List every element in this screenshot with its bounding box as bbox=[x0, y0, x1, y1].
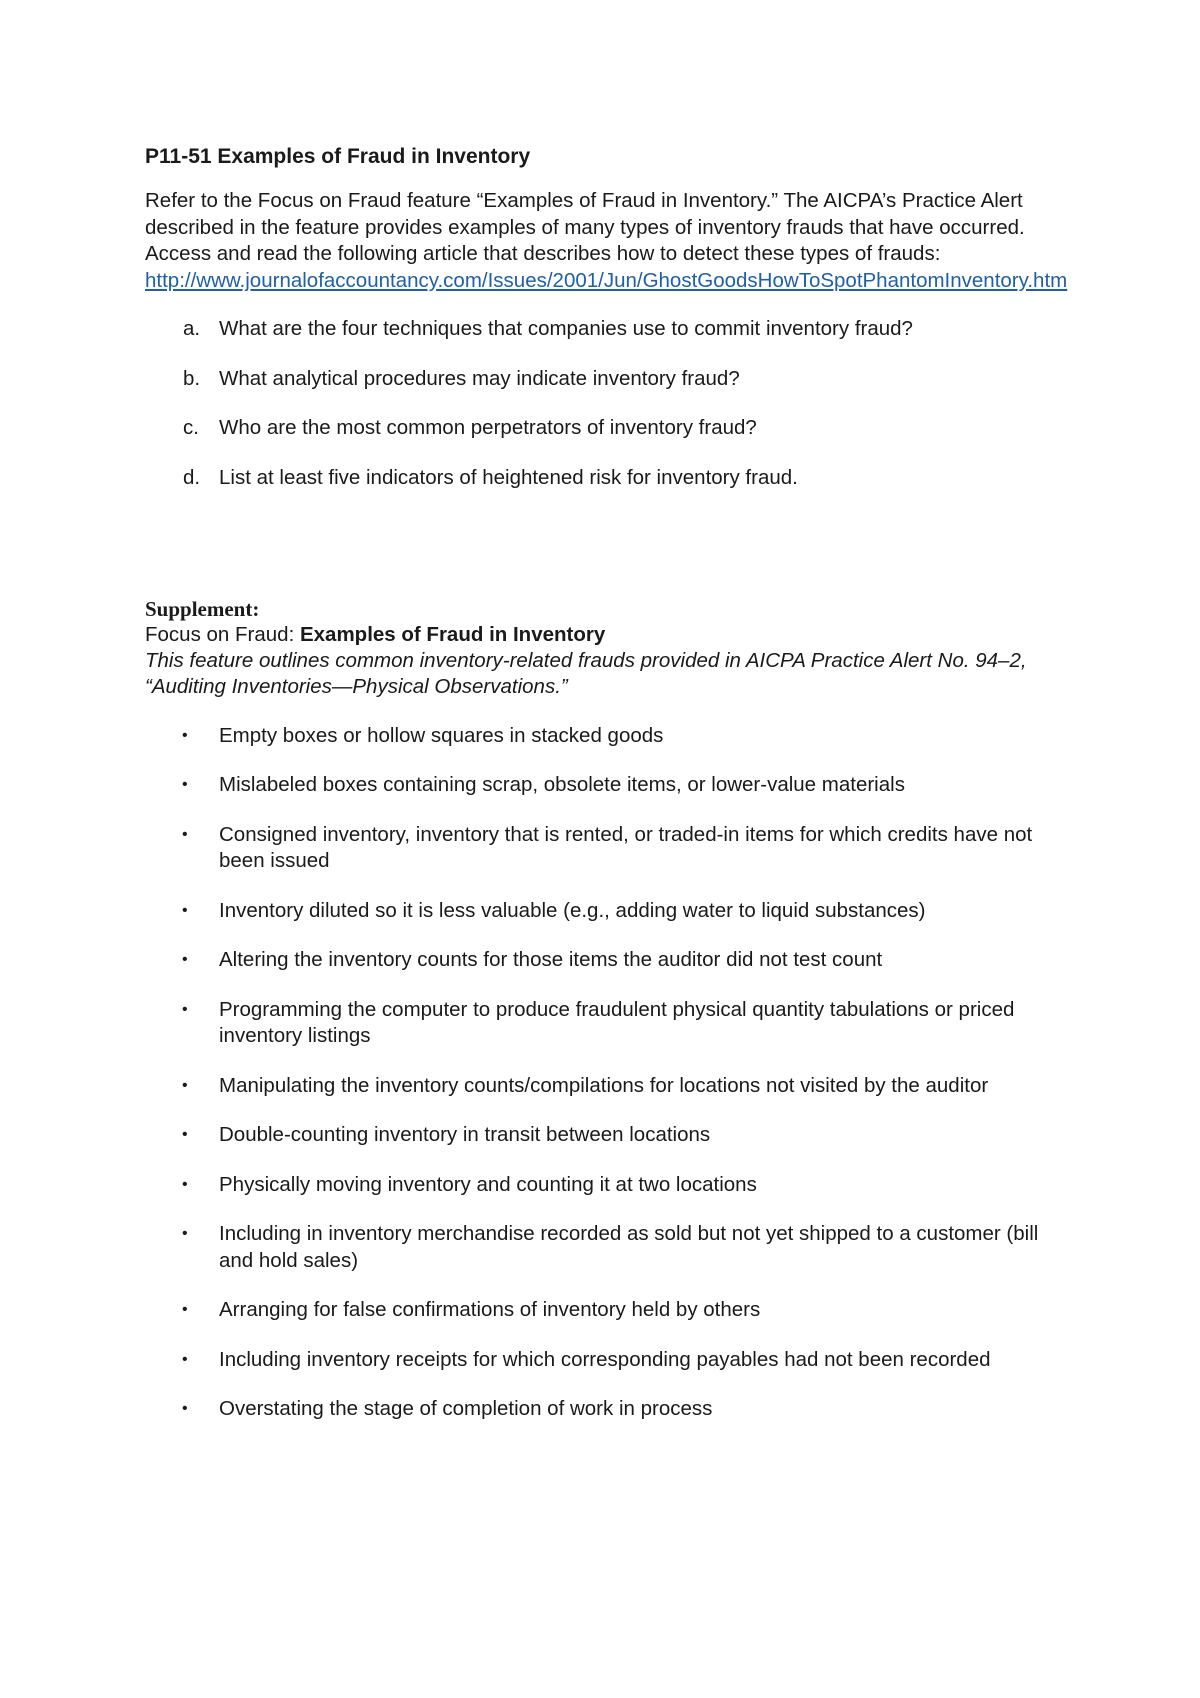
question-text: List at least five indicators of heightened risk for inventory fraud. bbox=[219, 465, 798, 489]
fraud-example-text: Inventory diluted so it is less valuable (e.g., adding water to liquid substances) bbox=[219, 898, 926, 922]
fraud-example-text: Manipulating the inventory counts/compilations for locations not visited by the auditor bbox=[219, 1073, 989, 1097]
question-text: Who are the most common perpetrators of inventory fraud? bbox=[219, 416, 757, 439]
question-item bbox=[145, 415, 1065, 441]
question-label: b. bbox=[183, 366, 201, 390]
fraud-example-text: Overstating the stage of completion of work in process bbox=[219, 1397, 713, 1420]
fraud-example-text: Double-counting inventory in transit between locations bbox=[219, 1123, 711, 1146]
bullet-icon: • bbox=[182, 1076, 188, 1094]
bullet-icon: • bbox=[182, 1000, 188, 1018]
question-item bbox=[145, 366, 1065, 392]
fraud-example-item bbox=[145, 1297, 1065, 1324]
fraud-example-text: Programming the computer to produce fraudulent physical quantity tabulations or priced inventory listings bbox=[219, 997, 1015, 1047]
focus-on-fraud-line bbox=[145, 622, 1065, 648]
bullet-icon: • bbox=[182, 1126, 188, 1143]
page-title: P11-51 Examples of Fraud in Inventory bbox=[145, 145, 531, 168]
fraud-example-text: Including in inventory merchandise recorded as sold but not yet shipped to a customer (bill and hold sales) bbox=[219, 1222, 1039, 1272]
document-page bbox=[145, 144, 1068, 1446]
fraud-example-item bbox=[145, 822, 1065, 875]
fraud-example-item bbox=[145, 772, 1065, 799]
supplement-heading: Supplement: bbox=[145, 596, 260, 621]
fraud-example-text: Altering the inventory counts for those items the auditor did not test count bbox=[219, 948, 883, 971]
fraud-example-item bbox=[145, 723, 1065, 750]
bullet-icon: • bbox=[182, 776, 188, 793]
bullet-icon: • bbox=[182, 825, 188, 843]
fraud-example-text: Physically moving inventory and counting it at two locations bbox=[219, 1172, 757, 1196]
intro-paragraph bbox=[145, 188, 1068, 294]
bullet-icon: • bbox=[182, 726, 188, 744]
fraud-example-item bbox=[145, 1122, 1065, 1149]
fraud-example-item bbox=[145, 1221, 1065, 1274]
question-label: d. bbox=[183, 465, 201, 489]
bullet-icon: • bbox=[182, 951, 188, 968]
question-item bbox=[145, 465, 1065, 491]
focus-prefix: Focus on Fraud: bbox=[145, 622, 300, 646]
intro-text: Refer to the Focus on Fraud feature “Examples of Fraud in Inventory.” The AICPA’s Practice Alert described in the feature provides examples of many types of inventory frauds that have occurred. Access and read the following article that describes how to detect these types of frauds: bbox=[145, 189, 1025, 265]
question-text: What are the four techniques that companies use to commit inventory fraud? bbox=[219, 317, 913, 340]
fraud-examples-list bbox=[145, 723, 1065, 1423]
question-label: c. bbox=[183, 416, 199, 439]
bullet-icon: • bbox=[182, 1350, 188, 1368]
fraud-example-item bbox=[145, 947, 1065, 974]
fraud-example-item bbox=[145, 1396, 1065, 1423]
fraud-example-text: Including inventory receipts for which corresponding payables had not been recorded bbox=[219, 1347, 991, 1371]
fraud-example-text: Mislabeled boxes containing scrap, obsolete items, or lower-value materials bbox=[219, 773, 905, 796]
bullet-icon: • bbox=[182, 1225, 188, 1242]
question-item bbox=[145, 316, 1065, 342]
fraud-example-item bbox=[145, 1073, 1065, 1100]
bullet-icon: • bbox=[182, 1301, 188, 1318]
question-label: a. bbox=[183, 317, 201, 340]
bullet-icon: • bbox=[182, 901, 188, 919]
fraud-example-item bbox=[145, 898, 1065, 925]
fraud-example-text: Empty boxes or hollow squares in stacked goods bbox=[219, 723, 664, 747]
bullet-icon: • bbox=[182, 1400, 188, 1417]
fraud-example-text: Consigned inventory, inventory that is rented, or traded-in items for which credits have not been issued bbox=[219, 822, 1033, 872]
fraud-example-item bbox=[145, 1347, 1065, 1374]
fraud-example-item bbox=[145, 1172, 1065, 1199]
fraud-example-text: Arranging for false confirmations of inventory held by others bbox=[219, 1298, 761, 1321]
article-link[interactable]: http://www.journalofaccountancy.com/Issues/2001/Jun/GhostGoodsHowToSpotPhantomInventory.htm bbox=[145, 268, 1068, 292]
question-list bbox=[145, 316, 1065, 491]
supplement-description: This feature outlines common inventory-related frauds provided in AICPA Practice Alert No. 94–2, “Auditing Inventories—Physical Observations.” bbox=[145, 648, 1027, 698]
question-text: What analytical procedures may indicate inventory fraud? bbox=[219, 366, 740, 390]
fraud-example-item bbox=[145, 997, 1065, 1050]
bullet-icon: • bbox=[182, 1175, 188, 1193]
focus-title: Examples of Fraud in Inventory bbox=[299, 622, 606, 646]
